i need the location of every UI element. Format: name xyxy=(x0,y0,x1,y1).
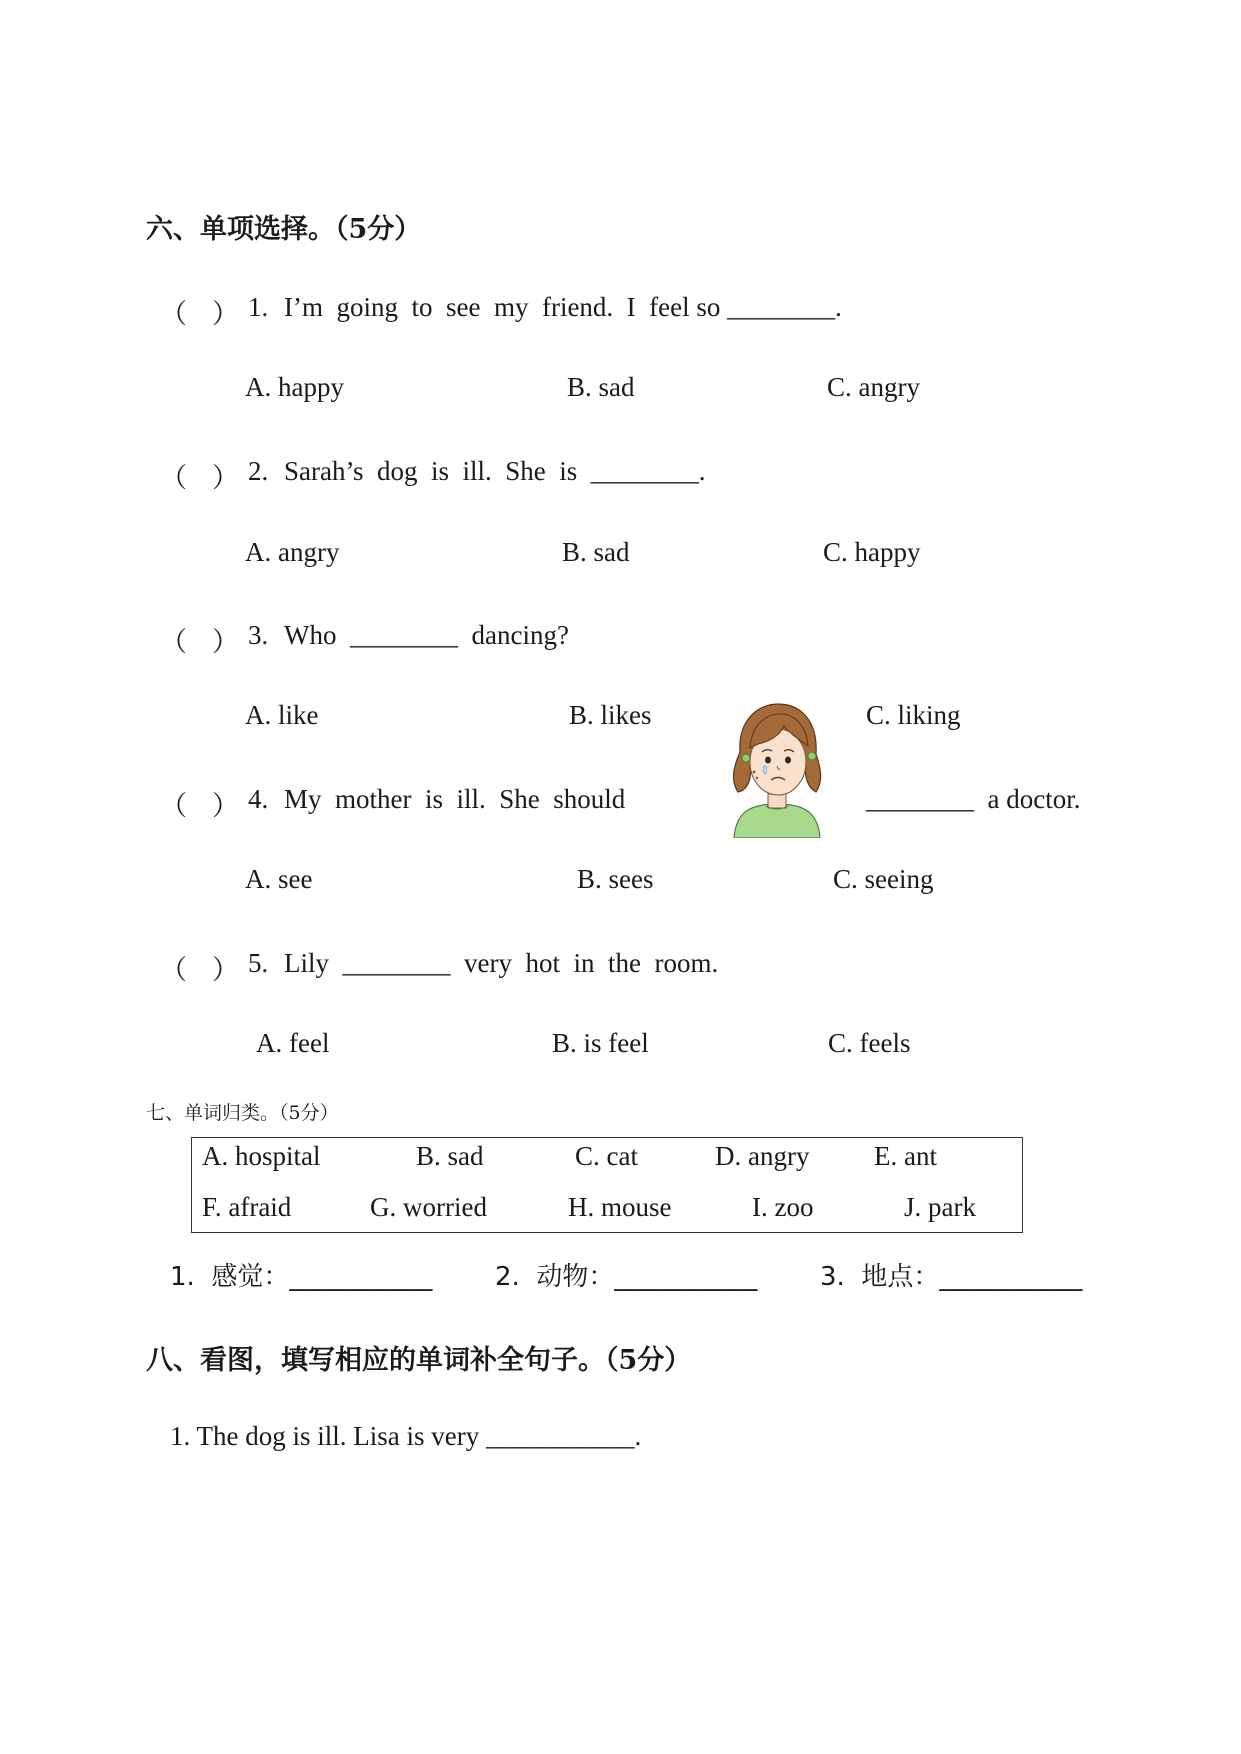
option-b: B. sees xyxy=(577,864,654,894)
question-stem: My mother is ill. She should xyxy=(284,784,626,814)
question-stem: Lily ________ very hot in the room. xyxy=(284,948,719,978)
question-number: 1. xyxy=(248,292,269,322)
word-bank-item: C. cat xyxy=(575,1141,638,1171)
option-b: B. sad xyxy=(567,372,635,402)
category-feelings: 1. 感觉：___________ xyxy=(170,1262,433,1292)
answer-paren-close: ） xyxy=(212,955,239,985)
option-a: A. happy xyxy=(245,372,344,402)
answer-paren-close: ） xyxy=(212,299,239,329)
category-animals: 2. 动物：___________ xyxy=(495,1262,758,1292)
question-number: 3. xyxy=(248,620,269,650)
word-bank-item: E. ant xyxy=(874,1141,937,1171)
word-bank-item: H. mouse xyxy=(568,1192,672,1222)
question-stem: Who ________ dancing? xyxy=(284,620,569,650)
option-b: B. sad xyxy=(562,537,630,567)
answer-paren-open: （ xyxy=(160,955,187,985)
option-a: A. like xyxy=(245,700,319,730)
option-c: C. seeing xyxy=(833,864,934,894)
option-c: C. feels xyxy=(828,1028,911,1058)
option-c: C. liking xyxy=(866,700,961,730)
answer-paren-open: （ xyxy=(160,299,187,329)
section6-title: 六、单项选择。（5分） xyxy=(146,214,422,245)
question-stem: Sarah’s dog is ill. She is ________. xyxy=(284,456,706,486)
fill-sentence: 1. The dog is ill. Lisa is very ___________. xyxy=(170,1421,642,1451)
question-stem-tail: ________ a doctor. xyxy=(866,784,1081,814)
word-bank-item: G. worried xyxy=(370,1192,487,1222)
option-a: A. feel xyxy=(256,1028,330,1058)
word-bank-item: B. sad xyxy=(416,1141,484,1171)
answer-paren-close: ） xyxy=(212,627,239,657)
option-b: B. is feel xyxy=(552,1028,649,1058)
word-bank-item: F. afraid xyxy=(202,1192,292,1222)
option-c: C. happy xyxy=(823,537,921,567)
question-number: 4. xyxy=(248,784,269,814)
option-b: B. likes xyxy=(569,700,652,730)
sad-girl-illustration xyxy=(728,700,826,838)
word-bank-item: I. zoo xyxy=(752,1192,814,1222)
word-bank-item: D. angry xyxy=(715,1141,810,1171)
answer-paren-open: （ xyxy=(160,463,187,493)
option-a: A. angry xyxy=(245,537,340,567)
category-places: 3. 地点：___________ xyxy=(820,1262,1083,1292)
question-stem: I’m going to see my friend. I feel so ________. xyxy=(284,292,842,322)
word-bank-item: A. hospital xyxy=(202,1141,321,1171)
answer-paren-close: ） xyxy=(212,791,239,821)
answer-paren-open: （ xyxy=(160,627,187,657)
word-bank-item: J. park xyxy=(904,1192,976,1222)
question-number: 2. xyxy=(248,456,269,486)
answer-paren-close: ） xyxy=(212,463,239,493)
section7-title: 七、单词归类。（5分） xyxy=(146,1102,339,1124)
section8-title: 八、看图，填写相应的单词补全句子。（5分） xyxy=(146,1345,692,1376)
answer-paren-open: （ xyxy=(160,791,187,821)
option-c: C. angry xyxy=(827,372,920,402)
question-number: 5. xyxy=(248,948,269,978)
option-a: A. see xyxy=(245,864,313,894)
